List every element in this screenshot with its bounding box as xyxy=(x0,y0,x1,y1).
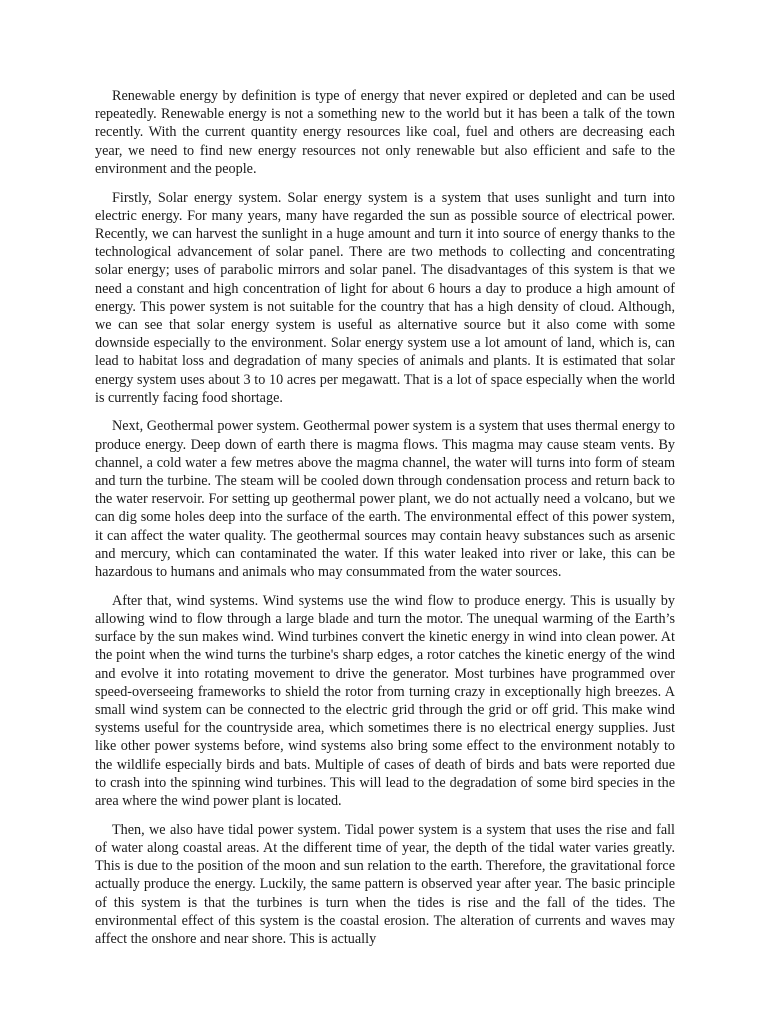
paragraph-wind: After that, wind systems. Wind systems use the wind flow to produce energy. This is usually by allowing wind to flow through a large blade and turn the motor. The unequal warming of the Earth’s surface by the sun makes wind. Wind turbines convert the kinetic energy in wind into clean power. At the point when the wind turns the turbine's sharp edges, a rotor catches the kinetic energy of the wind and evolve it into rotating movement to drive the generator. Most turbines have programmed over speed-overseeing frameworks to shield the rotor from turning crazy in exceptionally high breezes. A small wind system can be connected to the electric grid through the grid or off grid. This make wind systems useful for the countryside area, which sometimes there is no electrical energy supplies. Just like other power systems before, wind systems also bring some effect to the environment notably to the wildlife especially birds and bats. Multiple of cases of death of birds and bats were reported due to crash into the spinning wind turbines. This will lead to the degradation of some bird species in the area where the wind power plant is located. xyxy=(95,592,675,810)
paragraph-geothermal: Next, Geothermal power system. Geothermal power system is a system that uses thermal energy to produce energy. Deep down of earth there is magma flows. This magma may cause steam vents. By channel, a cold water a few metres above the magma channel, the water will turns into form of steam and turn the turbine. The steam will be cooled down through condensation process and return back to the water reservoir. For setting up geothermal power plant, we do not actually need a volcano, but we can dig some holes deep into the surface of the earth. The environmental effect of this power system, it can affect the water quality. The geothermal sources may contain heavy substances such as arsenic and mercury, which can contaminated the water. If this water leaked into river or lake, this can be hazardous to humans and animals who may consummated from the water sources. xyxy=(95,418,675,581)
paragraph-solar: Firstly, Solar energy system. Solar energy system is a system that uses sunlight and turn into electric energy. For many years, many have regarded the sun as possible source of electrical power. Recently, we can harvest the sunlight in a huge amount and turn it into source of energy thanks to the technological advancement of solar panel. There are two methods to collecting and concentrating solar energy; uses of parabolic mirrors and solar panel. The disadvantages of this system is that we need a constant and high concentration of light for about 6 hours a day to produce a high amount of energy. This power system is not suitable for the country that has a high density of cloud. Although, we can see that solar energy system is useful as alternative source but it also come with some downside especially to the environment. Solar energy system use a lot amount of land, which is, can lead to habitat loss and degradation of many species of animals and plants. It is estimated that solar energy system uses about 3 to 10 acres per megawatt. That is a lot of space especially when the world is currently facing food shortage. xyxy=(95,189,675,406)
paragraph-intro: Renewable energy by definition is type of energy that never expired or depleted and can be used repeatedly. Renewable energy is not a something new to the world but it has been a talk of the town recently. With the current quantity energy resources like coal, fuel and others are decreasing each year, we need to find new energy resources not only renewable but also efficient and safe to the environment and the people. xyxy=(95,88,675,177)
essay-body xyxy=(95,87,675,959)
paragraph-tidal: Then, we also have tidal power system. Tidal power system is a system that uses the rise and fall of water along coastal areas. At the different time of year, the depth of the tidal water varies greatly. This is due to the position of the moon and sun relation to the earth. Therefore, the gravitational force actually produce the energy. Luckily, the same pattern is observed year after year. The basic principle of this system is that the turbines is turn when the tides is rise and the fall of the tides. The environmental effect of this system is the coastal erosion. The alteration of currents and waves may affect the onshore and near shore. This is actually xyxy=(95,821,675,947)
